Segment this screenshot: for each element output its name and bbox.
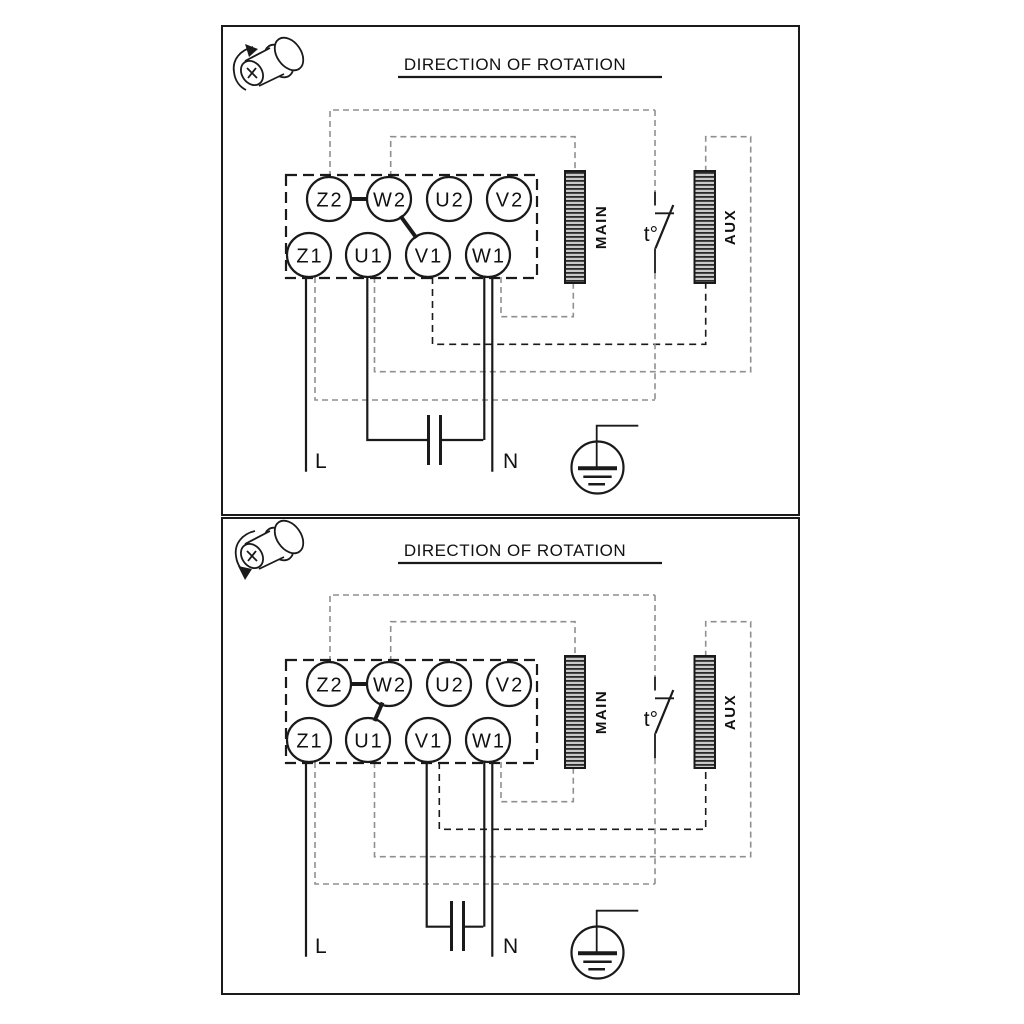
page-title: DIRECTION OF ROTATION (403, 541, 627, 560)
aux-winding-label: AUX (722, 693, 739, 731)
jumper-w2-u1 (375, 703, 383, 722)
terminal-label-w1: W1 (472, 245, 506, 268)
thermal-switch-label: t° (643, 223, 658, 246)
rotation-ccw-icon (236, 515, 309, 580)
wire-v1-to-capacitor (427, 762, 450, 927)
wire-w2-to-main-top (391, 622, 575, 662)
terminal-label-u2: U2 (435, 674, 465, 697)
terminal-label-v2: V2 (495, 189, 525, 212)
neutral-label: N (503, 450, 519, 473)
terminal-label-u1: U1 (354, 730, 384, 753)
earth-ground-symbol (572, 911, 639, 979)
terminal-circles (287, 662, 531, 762)
terminal-label-z1: Z1 (296, 245, 324, 268)
terminal-label-z1: Z1 (296, 730, 324, 753)
wire-z2-to-thermal-top (330, 595, 655, 662)
thermal-switch (644, 595, 674, 884)
page-title: DIRECTION OF ROTATION (403, 55, 627, 74)
terminal-label-v2: V2 (495, 674, 525, 697)
thermal-switch-blade (656, 690, 674, 733)
aux-winding-label: AUX (722, 208, 739, 246)
main-winding (565, 656, 585, 768)
terminal-label-u1: U1 (354, 245, 384, 268)
rotation-arrow-head (238, 566, 252, 580)
terminal-label-w2: W2 (373, 674, 407, 697)
main-winding-label: MAIN (593, 204, 610, 250)
terminal-label-z2: Z2 (316, 674, 344, 697)
line-label: L (315, 450, 327, 473)
terminal-label-u2: U2 (435, 189, 465, 212)
terminal-label-z2: Z2 (316, 189, 344, 212)
aux-winding (695, 656, 716, 768)
thermal-switch-label: t° (643, 708, 658, 731)
main-winding-label: MAIN (593, 689, 610, 735)
ground-lead (597, 911, 639, 952)
wire-w1-to-main-bottom (501, 762, 573, 802)
terminal-label-v1: V1 (414, 245, 444, 268)
neutral-label: N (503, 935, 519, 958)
line-label: L (315, 935, 327, 958)
terminal-label-w2: W2 (373, 189, 407, 212)
terminal-label-w1: W1 (472, 730, 506, 753)
terminal-label-v1: V1 (414, 730, 444, 753)
